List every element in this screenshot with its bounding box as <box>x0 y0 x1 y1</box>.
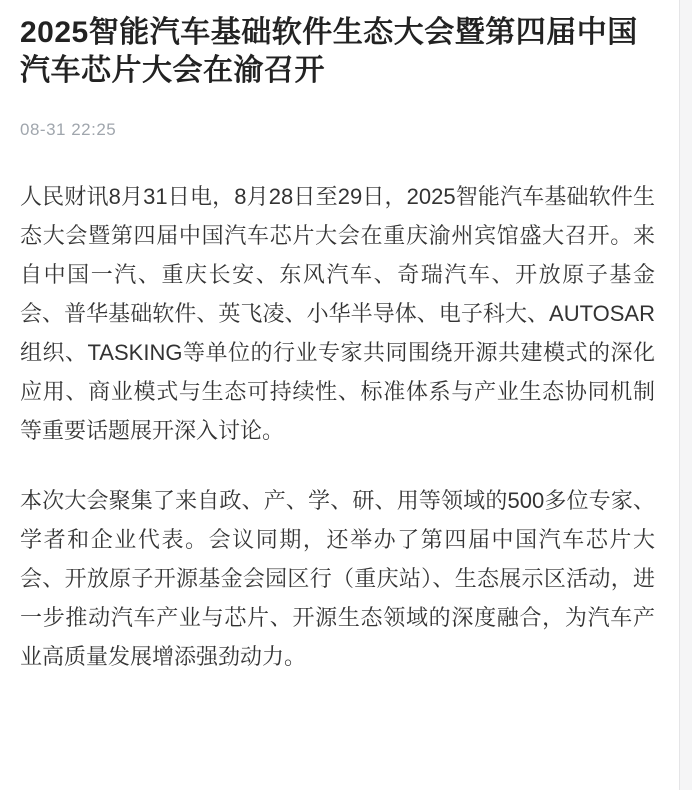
scrollbar-track[interactable] <box>679 0 692 790</box>
article-title: 2025智能汽车基础软件生态大会暨第四届中国汽车芯片大会在渝召开 <box>20 16 638 87</box>
article-paragraph-2: 本次大会聚集了来自政、产、学、研、用等领域的500多位专家、学者和企业代表。会议同期，还举办了第四届中国汽车芯片大会、开放原子开源基金会园区行（重庆站）、生态展示区活动，进一步推动汽车产业与芯片、开源生态领域的深度融合，为汽车产业高质量发展增添强劲动力。 <box>20 488 655 669</box>
article-paragraph-1: 人民财讯8月31日电，8月28日至29日，2025智能汽车基础软件生态大会暨第四届中国汽车芯片大会在重庆渝州宾馆盛大召开。来自中国一汽、重庆长安、东风汽车、奇瑞汽车、开放原子基金会、普华基础软件、英飞凌、小华半导体、电子科大、AUTOSAR组织、TASKING等单位的行业专家共同围绕开源共建模式的深化应用、商业模式与生态可持续性、标准体系与产业生态协同机制等重要话题展开深入讨论。 <box>20 184 655 443</box>
article-body <box>20 177 655 676</box>
publish-timestamp: 08-31 22:25 <box>20 120 117 139</box>
